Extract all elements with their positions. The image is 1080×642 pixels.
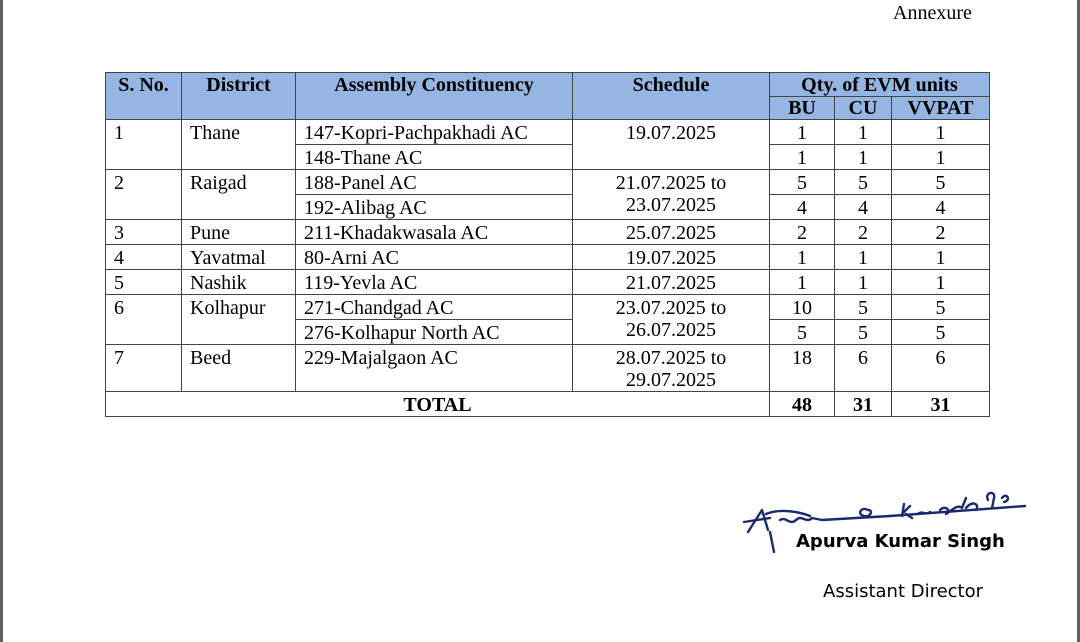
cell-bu: 1 [770,120,835,145]
header-assembly-constituency: Assembly Constituency [296,73,573,120]
cell-ac: 192-Alibag AC [296,195,573,220]
cell-vvpat: 4 [892,195,990,220]
cell-bu: 18 [770,345,835,392]
table-row [106,220,990,245]
cell-cu: 4 [835,195,892,220]
cell-vvpat: 5 [892,320,990,345]
total-bu: 48 [770,392,835,417]
cell-vvpat: 1 [892,245,990,270]
cell-schedule [573,170,770,220]
cell-cu: 1 [835,270,892,295]
cell-ac: 148-Thane AC [296,145,573,170]
cell-bu: 5 [770,320,835,345]
cell-cu: 6 [835,345,892,392]
header-cu: CU [835,97,892,120]
cell-s-no: 6 [106,295,182,345]
cell-ac: 188-Panel AC [296,170,573,195]
total-label: TOTAL [106,392,770,417]
cell-ac: 271-Chandgad AC [296,295,573,320]
table-row [106,295,990,320]
cell-vvpat: 6 [892,345,990,392]
cell-ac: 276-Kolhapur North AC [296,320,573,345]
schedule-line-1: 28.07.2025 to [615,347,727,369]
cell-bu: 1 [770,270,835,295]
table-row [106,345,990,392]
cell-cu: 5 [835,295,892,320]
schedule-line-2: 26.07.2025 [626,319,716,341]
cell-bu: 5 [770,170,835,195]
cell-s-no: 2 [106,170,182,220]
cell-bu: 1 [770,145,835,170]
cell-schedule [573,345,770,392]
header-qty-evm-units: Qty. of EVM units [770,73,990,97]
total-row [106,392,990,417]
cell-district: Kolhapur [182,295,296,345]
cell-district: Pune [182,220,296,245]
schedule-line-2: 23.07.2025 [626,194,716,216]
cell-district: Raigad [182,170,296,220]
table-row [106,170,990,195]
annexure-label: Annexure [893,2,972,24]
cell-schedule [573,295,770,345]
header-district: District [182,73,296,120]
schedule-line-1: 21.07.2025 to [615,172,727,194]
table-header-row [106,73,990,97]
header-s-no: S. No. [106,73,182,120]
cell-s-no: 3 [106,220,182,245]
cell-cu: 1 [835,145,892,170]
cell-vvpat: 5 [892,295,990,320]
cell-cu: 2 [835,220,892,245]
cell-s-no: 1 [106,120,182,170]
cell-cu: 5 [835,320,892,345]
header-vvpat: VVPAT [892,97,990,120]
cell-vvpat: 1 [892,270,990,295]
cell-schedule: 25.07.2025 [573,220,770,245]
schedule-line-1: 23.07.2025 to [615,297,727,319]
total-cu: 31 [835,392,892,417]
cell-district: Yavatmal [182,245,296,270]
cell-schedule: 21.07.2025 [573,270,770,295]
cell-bu: 4 [770,195,835,220]
cell-cu: 5 [835,170,892,195]
cell-vvpat: 5 [892,170,990,195]
signer-designation: Assistant Director [823,581,984,602]
header-schedule: Schedule [573,73,770,120]
cell-ac: 229-Majalgaon AC [296,345,573,392]
table-row [106,270,990,295]
cell-s-no: 4 [106,245,182,270]
cell-district: Nashik [182,270,296,295]
cell-district: Thane [182,120,296,170]
cell-cu: 1 [835,120,892,145]
evm-table [105,72,990,417]
cell-vvpat: 1 [892,120,990,145]
table-row [106,245,990,270]
cell-ac: 119-Yevla AC [296,270,573,295]
cell-schedule: 19.07.2025 [573,245,770,270]
cell-schedule: 19.07.2025 [573,120,770,170]
cell-vvpat: 2 [892,220,990,245]
header-bu: BU [770,97,835,120]
cell-cu: 1 [835,245,892,270]
cell-vvpat: 1 [892,145,990,170]
cell-bu: 10 [770,295,835,320]
cell-ac: 147-Kopri-Pachpakhadi AC [296,120,573,145]
schedule-line-2: 29.07.2025 [626,369,716,391]
cell-bu: 1 [770,245,835,270]
total-vvpat: 31 [892,392,990,417]
cell-s-no: 7 [106,345,182,392]
signer-name: Apurva Kumar Singh [796,531,1005,552]
cell-bu: 2 [770,220,835,245]
cell-ac: 211-Khadakwasala AC [296,220,573,245]
cell-s-no: 5 [106,270,182,295]
table-row [106,120,990,145]
cell-ac: 80-Arni AC [296,245,573,270]
cell-district: Beed [182,345,296,392]
page-edge-left [0,0,3,642]
